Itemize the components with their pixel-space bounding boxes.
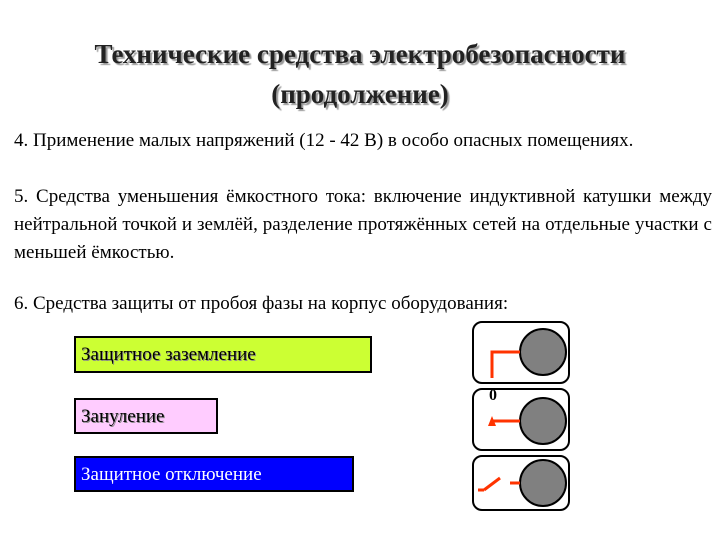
paragraph-breakdown-protection: 6. Средства защиты от пробоя фазы на корпус оборудования: xyxy=(14,293,509,314)
page-title xyxy=(0,34,720,114)
switch-symbol-icon xyxy=(473,456,569,510)
grounding-symbol-icon xyxy=(473,322,569,383)
neutral-grounding-label: Зануление xyxy=(74,398,218,434)
title-line-1: Технические средства электробезопасности xyxy=(94,39,626,69)
title-line-2: (продолжение) xyxy=(271,79,449,109)
paragraph-low-voltage: 4. Применение малых напряжений (12 - 42 В) в особо опасных помещениях. xyxy=(14,130,634,151)
protective-shutdown-label: Защитное отключение xyxy=(74,456,354,492)
protection-diagram xyxy=(470,318,580,513)
paragraph-capacitive-current: 5. Средства уменьшения ёмкостного тока: включение индуктивной катушки между нейтральной точкой и землёй, разделение протяжённых сетей на отдельные участки с меньшей ёмкостью. xyxy=(14,186,712,263)
neutral-symbol-icon xyxy=(473,389,569,450)
zero-label: 0 xyxy=(489,387,497,404)
protective-grounding-label: Защитное заземление xyxy=(74,336,372,373)
